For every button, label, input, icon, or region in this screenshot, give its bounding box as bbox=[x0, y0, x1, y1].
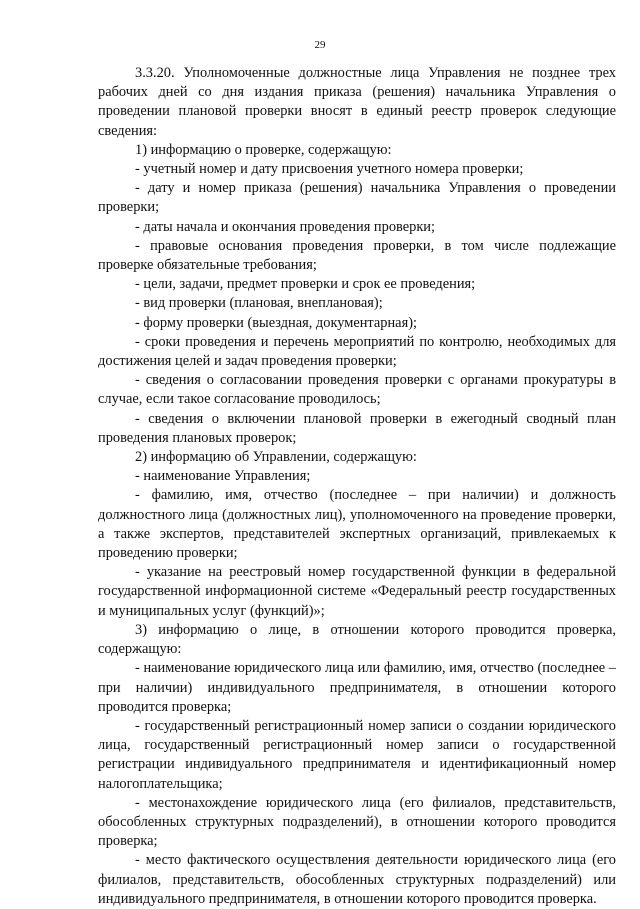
paragraph-3-3-20: 3.3.20. Уполномоченные должностные лица Управления не позднее трех рабочих дней со дня издания приказа (решения) начальника Управления о проведении плановой проверки вносят в единый реестр проверок следующие сведения: bbox=[98, 65, 616, 139]
list-item: - дату и номер приказа (решения) начальника Управления о проведении проверки; bbox=[98, 180, 616, 216]
list-item: - наименование Управления; bbox=[135, 468, 311, 485]
list-item: - правовые основания проведения проверки, в том числе подлежащие проверке обязательные требования; bbox=[98, 237, 616, 274]
list-item: - вид проверки (плановая, внеплановая); bbox=[135, 295, 383, 312]
list-item: - сведения о включении плановой проверки в ежегодный сводный план проведения плановых проверок; bbox=[98, 410, 616, 446]
list-item: - цели, задачи, предмет проверки и срок ее проведения; bbox=[135, 276, 476, 293]
list-item: - место фактического осуществления деятельности юридического лица (его филиалов, представительств, обособленных структурных подразделений) или индивидуального предпринимателя, в отношении которого проводится проверка. bbox=[98, 852, 616, 907]
list-item: - государственный регистрационный номер записи о создании юридического лица, государственный регистрационный номер записи о государственной регистрации индивидуального предпринимателя и идентификационный номер налогоплательщика; bbox=[98, 717, 616, 792]
list-item: - даты начала и окончания проведения проверки; bbox=[135, 218, 436, 235]
list-item: - форму проверки (выездная, документарная); bbox=[135, 314, 417, 331]
list-heading-inspection-info: 1) информацию о проверке, содержащую: bbox=[135, 141, 392, 158]
list-item: - фамилию, имя, отчество (последнее – при наличии) и должность должностного лица (должностных лиц), уполномоченного на проведение проверки, а также экспертов, представителей экспертных организаций, привлекаемых к проведению проверки; bbox=[98, 487, 616, 562]
list-item: - указание на реестровый номер государственной функции в федеральной государственной информационной системе «Федеральный реестр государственных и муниципальных услуг (функций)»; bbox=[98, 564, 616, 619]
list-heading-department-info: 2) информацию об Управлении, содержащую: bbox=[135, 449, 417, 466]
page-number: 29 bbox=[314, 39, 326, 51]
list-item: - местонахождение юридического лица (его филиалов, представительств, обособленных структурных подразделений), в отношении которого проводится проверка; bbox=[98, 794, 616, 850]
list-item: - учетный номер и дату присвоения учетного номера проверки; bbox=[135, 161, 524, 178]
document-body bbox=[98, 64, 616, 909]
list-item: - сведения о согласовании проведения проверки с органами прокуратуры в случае, если такое согласование проводилось; bbox=[98, 372, 616, 408]
list-item: - наименование юридического лица или фамилию, имя, отчество (последнее – при наличии) индивидуального предпринимателя, в отношении которого проводится проверка; bbox=[98, 660, 616, 715]
list-heading-subject-info: 3) информацию о лице, в отношении которого проводится проверка, содержащую: bbox=[98, 621, 616, 658]
list-item: - сроки проведения и перечень мероприятий по контролю, необходимых для достижения целей и задач проведения проверки; bbox=[98, 333, 616, 370]
